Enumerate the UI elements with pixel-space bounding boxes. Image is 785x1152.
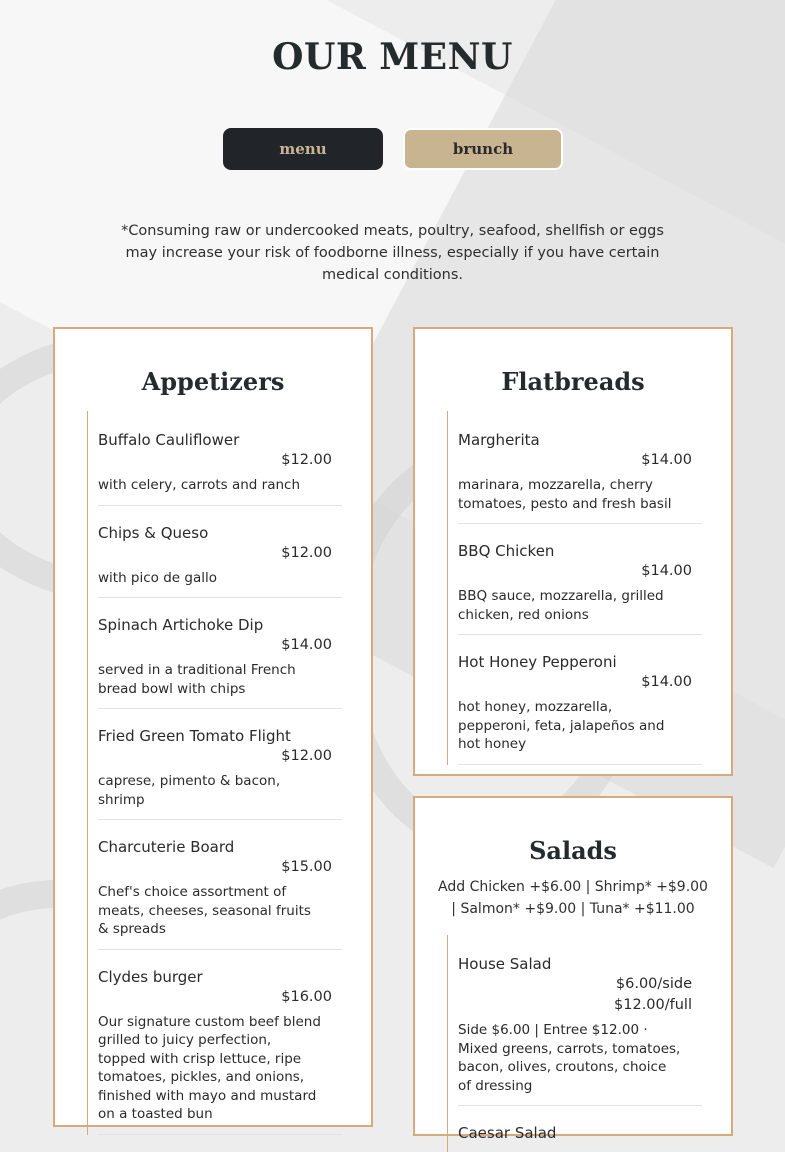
salads-list — [447, 935, 702, 1152]
item-description: served in a traditional French bread bowl with chips — [98, 662, 296, 697]
item-price-full: $12.00/full — [614, 997, 692, 1013]
flatbreads-list — [447, 411, 702, 765]
item-price: $14.00 — [281, 637, 332, 653]
flatbreads-card — [413, 327, 733, 776]
item-name: Chips & Queso — [98, 523, 209, 542]
item-description: Our signature custom beef blend grilled to juicy perfection, topped with crisp lettuce, ripe tomatoes, pickles, and onions, finished with mayo and mustard on a toasted bun — [98, 1013, 321, 1122]
item-price: $16.00 — [281, 988, 332, 1005]
appetizers-list — [87, 411, 342, 1135]
item-price: $12.00 — [281, 452, 332, 468]
item-name: Clydes burger — [98, 967, 203, 986]
item-name: Spinach Artichoke Dip — [98, 616, 264, 634]
menu-item — [458, 1106, 702, 1152]
item-price: $12.00 — [281, 544, 332, 561]
item-description: with celery, carrots and ranch — [98, 477, 301, 493]
item-price-side: $6.00/side — [615, 976, 692, 992]
tab-brunch[interactable]: brunch — [403, 128, 563, 170]
item-name: Hot Honey Pepperoni — [458, 653, 617, 671]
item-description: with pico de gallo — [98, 569, 217, 586]
item-name: Charcuterie Board — [98, 838, 235, 856]
item-price: $14.00 — [641, 452, 692, 468]
item-name: Caesar Salad — [458, 1124, 557, 1142]
section-title-flatbreads: Flatbreads — [501, 367, 645, 396]
item-description: caprese, pimento & bacon, shrimp — [98, 773, 281, 808]
item-price: $15.00 — [281, 859, 332, 875]
menu-item — [98, 709, 342, 820]
item-description: marinara, mozzarella, cherry tomatoes, pesto and fresh basil — [458, 477, 672, 512]
foodborne-illness-notice: *Consuming raw or undercooked meats, poultry, seafood, shellfish or eggs may increase your risk of foodborne illness, especially if you have certain medical conditions. — [121, 223, 664, 283]
menu-item — [98, 950, 342, 1135]
appetizers-card — [53, 327, 373, 1127]
menu-item — [98, 411, 342, 506]
item-name: BBQ Chicken — [458, 542, 555, 560]
item-price: $12.00 — [281, 748, 332, 764]
menu-item — [458, 635, 702, 765]
section-title-appetizers: Appetizers — [141, 367, 285, 396]
menu-item — [458, 524, 702, 635]
item-name: House Salad — [458, 955, 552, 973]
menu-item — [98, 598, 342, 709]
menu-item — [458, 411, 702, 524]
item-name: Fried Green Tomato Flight — [98, 727, 291, 745]
item-price: $14.00 — [641, 674, 692, 690]
section-title-salads: Salads — [529, 836, 617, 865]
tab-menu[interactable]: menu — [223, 128, 383, 170]
item-description: BBQ sauce, mozzarella, grilled chicken, red onions — [458, 588, 664, 623]
menu-item — [98, 506, 342, 599]
item-description: Side $6.00 | Entree $12.00 · Mixed greens, carrots, tomatoes, bacon, olives, croutons, choice of dressing — [458, 1022, 681, 1094]
item-name: Margherita — [458, 431, 540, 449]
item-name: Buffalo Cauliflower — [98, 431, 240, 449]
menu-item — [458, 935, 702, 1106]
page-title: OUR MENU — [272, 36, 513, 78]
item-price: $14.00 — [641, 563, 692, 579]
salad-addons: Add Chicken +$6.00 | Shrimp* +$9.00 | Salmon* +$9.00 | Tuna* +$11.00 — [438, 879, 708, 917]
salads-card — [413, 796, 733, 1142]
item-description: Chef's choice assortment of meats, cheeses, seasonal fruits & spreads — [98, 884, 311, 937]
item-description: hot honey, mozzarella, pepperoni, feta, jalapeños and hot honey — [458, 699, 665, 752]
menu-item — [98, 820, 342, 950]
